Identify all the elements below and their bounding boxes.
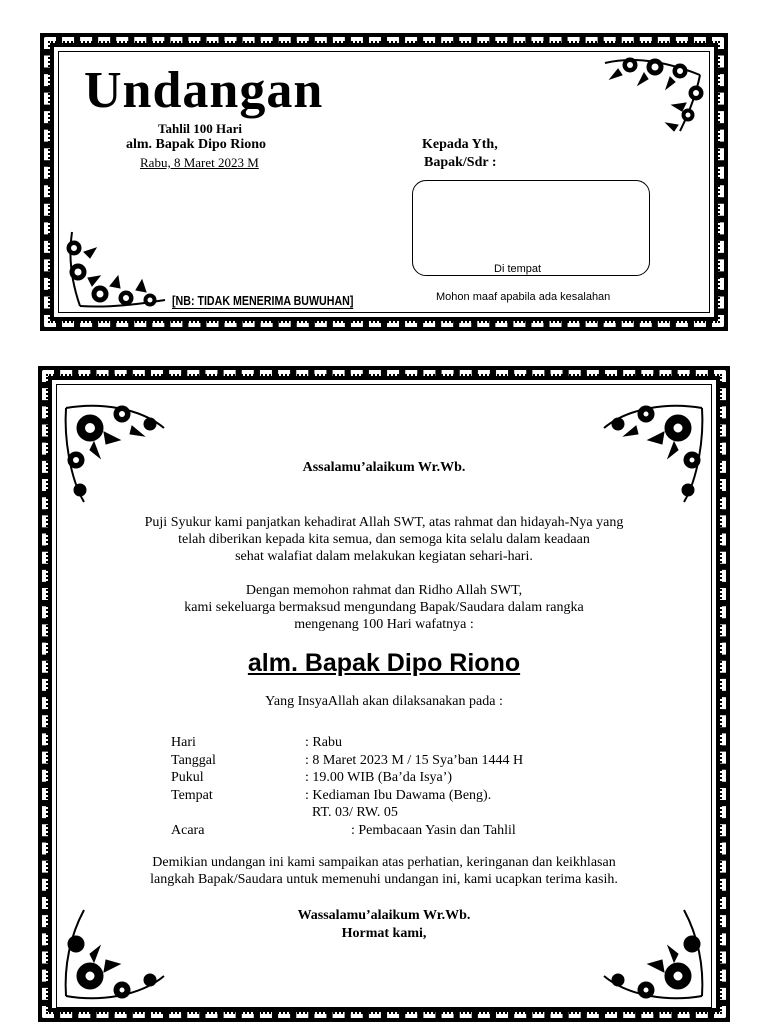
- invitation-title: Undangan: [84, 62, 324, 119]
- detail-label-event: Acara: [171, 822, 205, 838]
- envelope-card: [40, 33, 728, 331]
- event-name: Tahlil 100 Hari: [158, 121, 243, 136]
- schedule-intro: Yang InsyaAllah akan dilaksanakan pada :: [265, 694, 503, 709]
- paragraph-closing: [38, 854, 730, 888]
- recipient-label: Bapak/Sdr :: [424, 155, 497, 170]
- floral-corner-icon: [60, 398, 170, 508]
- event-date: Rabu, 8 Maret 2023 M: [140, 155, 259, 170]
- deceased-name: alm. Bapak Dipo Riono: [126, 137, 267, 152]
- deceased-name-heading: alm. Bapak Dipo Riono: [247, 649, 521, 677]
- text-line: sehat walafiat dalam melakukan kegiatan sehari-hari.: [235, 549, 533, 564]
- closing-greeting: Wassalamu’alaikum Wr.Wb.: [297, 908, 471, 923]
- text-line: langkah Bapak/Saudara untuk memenuhi undangan ini, kami ucapkan terima kasih.: [150, 872, 618, 887]
- apology-note: Mohon maaf apabila ada kesalahan: [436, 291, 611, 303]
- detail-label-date: Tanggal: [171, 752, 216, 768]
- detail-value-date: : 8 Maret 2023 M / 15 Sya’ban 1444 H: [305, 752, 524, 768]
- detail-label-time: Pukul: [171, 770, 204, 785]
- details-labels: [171, 734, 216, 839]
- text-line: Demikian undangan ini kami sampaikan atas perhatian, keringanan dan keikhlasan: [152, 855, 616, 870]
- detail-value-place: : Kediaman Ibu Dawama (Beng).: [305, 787, 492, 803]
- text-line: Dengan memohon rahmat dan Ridho Allah SWT,: [245, 583, 523, 598]
- text-line: Puji Syukur kami panjatkan kehadirat Allah SWT, atas rahmat dan hidayah-Nya yang: [144, 515, 624, 530]
- detail-label-empty: [171, 804, 216, 822]
- opening-greeting: Assalamu’alaikum Wr.Wb.: [302, 460, 466, 475]
- recipient-heading: Kepada Yth,: [422, 137, 498, 152]
- detail-value-event: : Pembacaan Yasin dan Tahlil: [351, 822, 516, 838]
- paragraph-gratitude: [38, 514, 730, 565]
- detail-value-address: RT. 03/ RW. 05: [305, 805, 398, 820]
- detail-value-day: : Rabu: [305, 735, 342, 750]
- text-line: kami sekeluarga bermaksud mengundang Bapak/Saudara dalam rangka: [184, 600, 584, 615]
- signoff: Hormat kami,: [341, 926, 427, 941]
- floral-corner-icon: [600, 55, 710, 135]
- no-gift-note: [NB: TIDAK MENERIMA BUWUHAN]: [172, 293, 354, 308]
- detail-label-day: Hari: [171, 735, 196, 750]
- text-line: telah diberikan kepada kita semua, dan semoga kita selalu dalam keadaan: [178, 532, 590, 547]
- detail-value-time: : 19.00 WIB (Ba’da Isya’): [305, 770, 453, 785]
- text-line: mengenang 100 Hari wafatnya :: [294, 617, 474, 632]
- address-box: [412, 180, 650, 276]
- details-values: [305, 734, 523, 822]
- invitation-card: [38, 366, 730, 1022]
- detail-label-place: Tempat: [171, 787, 213, 803]
- address-footer: Di tempat: [494, 263, 542, 275]
- floral-corner-icon: [60, 228, 170, 313]
- floral-corner-icon: [598, 398, 708, 508]
- paragraph-purpose: [38, 582, 730, 633]
